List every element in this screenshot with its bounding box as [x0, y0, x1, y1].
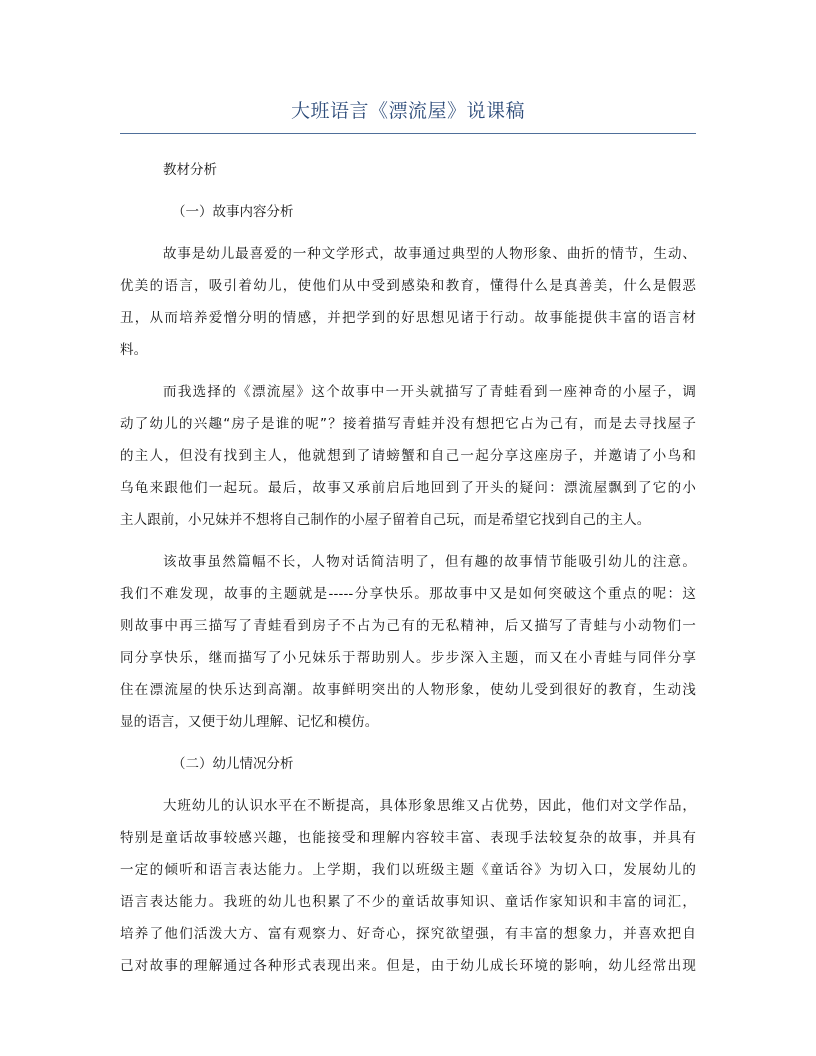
paragraph-3	[120, 546, 696, 738]
spacer	[120, 780, 696, 790]
paragraph-line: 我们不难发现，故事的主题就是-----分享快乐。那故事中又是如何突破这个重点的呢：这	[120, 586, 696, 602]
paragraph-line: 故事是幼儿最喜爱的一种文学形式，故事通过典型的人物形象、曲折的情节，生动、	[163, 246, 696, 262]
spacer	[120, 228, 696, 238]
paragraph-2	[120, 376, 696, 536]
paragraph-line: 的主人，但没有找到主人，他就想到了请螃蟹和自己一起分享这座房子，并邀请了小鸟和	[120, 448, 696, 464]
section-heading-analysis: 教材分析	[163, 162, 217, 178]
paragraph-line: 而我选择的《漂流屋》这个故事中一开头就描写了青蛙看到一座神奇的小屋子，调	[163, 384, 696, 400]
paragraph-line: 优美的语言，吸引着幼儿，使他们从中受到感染和教育，懂得什么是真善美，什么是假恶	[120, 278, 696, 294]
paragraph-line: 料。	[120, 342, 148, 358]
paragraph-line: 语言表达能力。我班的幼儿也积累了不少的童话故事知识、童话作家知识和丰富的词汇，	[120, 894, 696, 910]
paragraph-line: 己对故事的理解通过各种形式表现出来。但是，由于幼儿成长环境的影响，幼儿经常出现	[120, 958, 696, 974]
paragraph-4	[120, 790, 696, 982]
paragraph-line: 乌龟来跟他们一起玩。最后，故事又承前启后地回到了开头的疑问：漂流屋飘到了它的小	[120, 480, 696, 496]
title-underline	[120, 133, 696, 134]
subsection-heading-children: （二）幼儿情况分析	[172, 756, 294, 772]
paragraph-line: 大班幼儿的认识水平在不断提高，具体形象思维又占优势，因此，他们对文学作品，	[163, 798, 696, 814]
paragraph-line: 则故事中再三描写了青蛙看到房子不占为己有的无私精神，后又描写了青蛙与小动物们一	[120, 618, 696, 634]
spacer	[120, 738, 696, 748]
paragraph-1	[120, 238, 696, 366]
paragraph-line: 住在漂流屋的快乐达到高潮。故事鲜明突出的人物形象，使幼儿受到很好的教育，生动浅	[120, 682, 696, 698]
paragraph-line: 同分享快乐，继而描写了小兄妹乐于帮助别人。步步深入主题，而又在小青蛙与同伴分享	[120, 650, 696, 666]
spacer	[120, 536, 696, 546]
paragraph-line: 该故事虽然篇幅不长，人物对话简洁明了，但有趣的故事情节能吸引幼儿的注意。	[163, 554, 696, 570]
paragraph-line: 培养了他们活泼大方、富有观察力、好奇心，探究欲望强，有丰富的想象力，并喜欢把自	[120, 926, 696, 942]
paragraph-line: 动了幼儿的兴趣“房子是谁的呢”？接着描写青蛙并没有想把它占为己有，而是去寻找屋子	[120, 416, 696, 432]
document-title: 大班语言《漂流屋》说课稿	[290, 100, 525, 122]
spacer	[120, 186, 696, 196]
paragraph-line: 丑，从而培养爱憎分明的情感，并把学到的好思想见诸于行动。故事能提供丰富的语言材	[120, 310, 696, 326]
paragraph-line: 主人跟前，小兄妹并不想将自己制作的小屋子留着自己玩，而是希望它找到自己的主人。	[120, 512, 651, 528]
paragraph-line: 显的语言，又便于幼儿理解、记忆和模仿。	[120, 714, 379, 730]
paragraph-line: 特别是童话故事较感兴趣，也能接受和理解内容较丰富、表现手法较复杂的故事，并具有	[120, 830, 696, 846]
document-body	[120, 154, 696, 982]
subsection-heading-story: （一）故事内容分析	[172, 204, 294, 220]
paragraph-line: 一定的倾听和语言表达能力。上学期，我们以班级主题《童话谷》为切入口，发展幼儿的	[120, 862, 696, 878]
spacer	[120, 366, 696, 376]
